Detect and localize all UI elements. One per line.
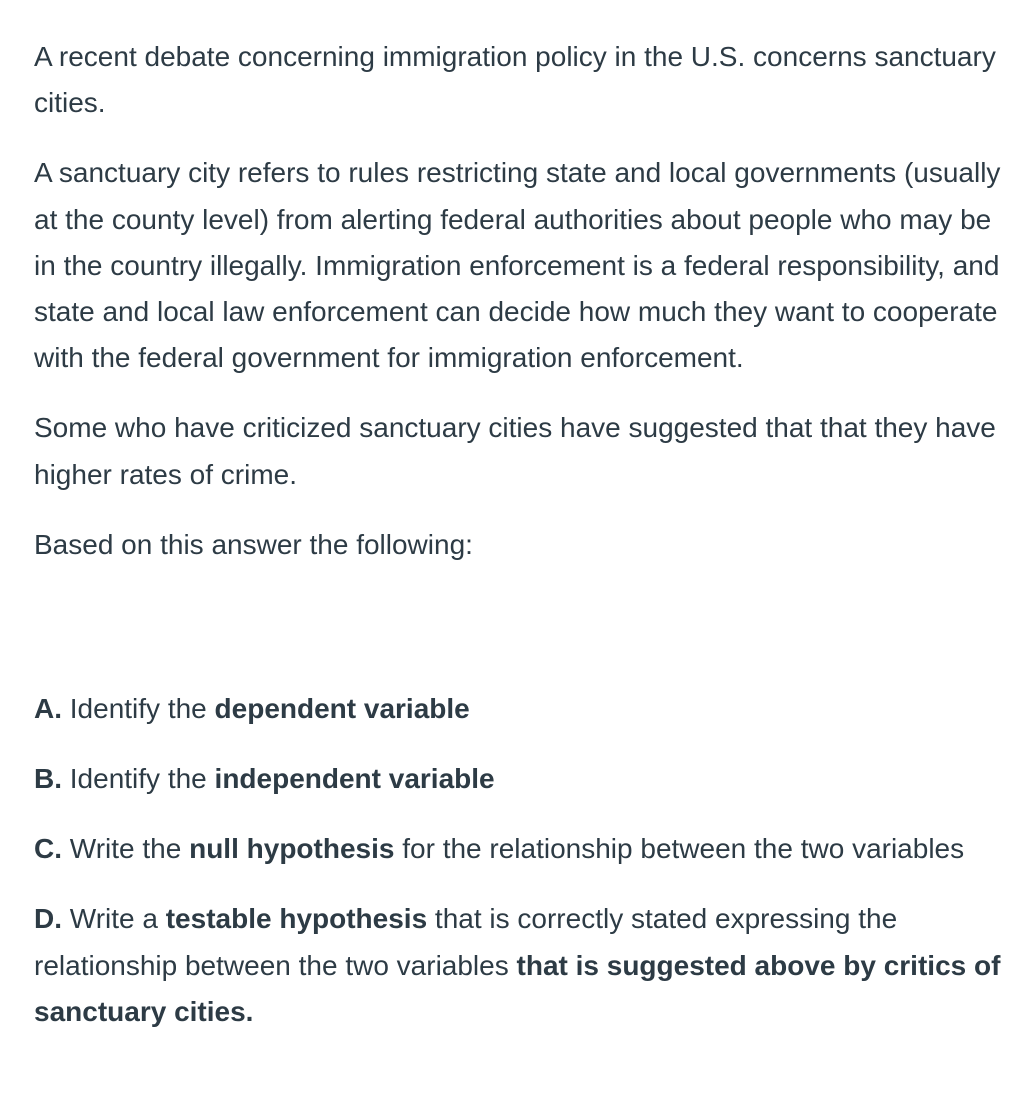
question-c-bold-term: null hypothesis (189, 833, 395, 865)
question-c (34, 826, 1005, 872)
question-c-text-post: for the relationship between the two variables (394, 833, 965, 865)
question-d-text-mid: that is correctly stated expressing the relationship between the two variables (34, 903, 898, 981)
sanctuary-city-definition-paragraph (34, 150, 1005, 381)
intro-paragraph-text: A recent debate concerning immigration policy in the U.S. concerns sanctuary cities. (34, 41, 996, 119)
question-c-text-pre: Write the (62, 833, 190, 865)
critics-claim-text: Some who have criticized sanctuary cities have suggested that that they have higher rates of crime. (34, 412, 996, 490)
instruction-paragraph (34, 522, 1005, 568)
instruction-text: Based on this answer the following: (34, 528, 473, 560)
question-d-bold-term-2: that is suggested above by critics of sanctuary cities. (34, 949, 1001, 1027)
question-a-label: A. (34, 692, 62, 724)
question-d (34, 896, 1005, 1035)
question-d-text-pre: Write a (62, 903, 166, 935)
question-d-bold-term-1: testable hypothesis (165, 903, 428, 935)
question-c-label: C. (34, 833, 62, 865)
sanctuary-city-definition-text: A sanctuary city refers to rules restricting state and local governments (usually at the county level) from alerting federal authorities about people who may be in the country illegally. Immigration enforcement is a federal responsibility, and state and local law enforcement can decide how much they want to cooperate with the federal government for immigration enforcement. (34, 157, 1001, 374)
question-b-text: Identify the (62, 763, 215, 795)
blank-line-spacer (34, 592, 1005, 686)
question-a-text: Identify the (62, 692, 215, 724)
question-a-bold-term: dependent variable (214, 692, 470, 724)
question-b-label: B. (34, 763, 62, 795)
question-a (34, 686, 1005, 732)
question-d-label: D. (34, 903, 62, 935)
intro-paragraph (34, 34, 1005, 126)
critics-claim-paragraph (34, 405, 1005, 497)
question-b-bold-term: independent variable (214, 763, 495, 795)
question-b (34, 756, 1005, 802)
